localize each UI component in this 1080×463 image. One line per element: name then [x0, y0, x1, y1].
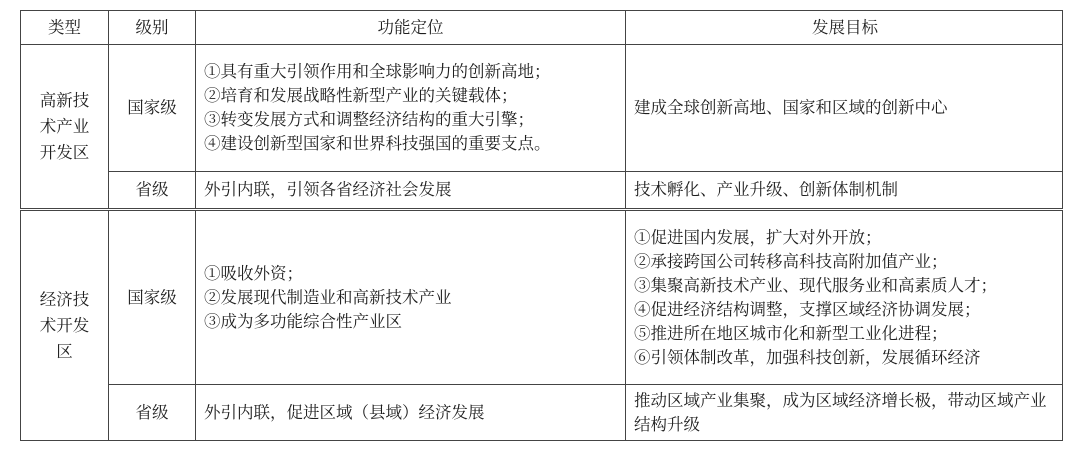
- goal-line: 技术孵化、产业升级、创新体制机制: [634, 180, 898, 199]
- goal-line: ①促进国内发展，扩大对外开放；: [634, 227, 882, 247]
- function-cell: [196, 385, 626, 441]
- level-cell: 国家级: [109, 210, 196, 385]
- function-line: ②培育和发展战略性新型产业的关键载体；: [204, 86, 518, 105]
- function-line: 外引内联，促进区域（县域）经济发展: [204, 402, 485, 422]
- zones-table-container: [20, 10, 1063, 441]
- goal-line: 建成全球创新高地、国家和区域的创新中心: [634, 98, 948, 117]
- type-label: 高新技术产业开发区: [39, 90, 90, 162]
- development-zones-table: [20, 10, 1063, 441]
- goal-cell: [626, 45, 1063, 172]
- header-row: [21, 11, 1063, 45]
- header-function: 功能定位: [196, 11, 626, 45]
- function-line: ③成为多功能综合性产业区: [204, 311, 402, 331]
- function-line: ①吸收外资；: [204, 263, 303, 283]
- table-row: [21, 210, 1063, 385]
- goal-line: 推动区域产业集聚，成为区域经济增长极，带动区域产业结构升级: [634, 390, 1047, 434]
- header-goal: 发展目标: [626, 11, 1063, 45]
- goal-cell: [626, 385, 1063, 441]
- goal-line: ③集聚高新技术产业、现代服务业和高素质人才；: [634, 275, 997, 295]
- goal-line: ⑤推进所在地区城市化和新型工业化进程；: [634, 323, 948, 343]
- type-cell-hightech: [21, 45, 109, 210]
- goal-line: ⑥引领体制改革，加强科技创新，发展循环经济: [634, 347, 981, 367]
- goal-line: ②承接跨国公司转移高科技高附加值产业；: [634, 251, 948, 271]
- table-row: [21, 45, 1063, 172]
- goal-cell: [626, 172, 1063, 210]
- function-line: ③转变发展方式和调整经济结构的重大引擎；: [204, 110, 534, 129]
- level-cell: 国家级: [109, 45, 196, 172]
- type-label: 经济技术开发区: [39, 289, 90, 361]
- type-cell-economic: [21, 210, 109, 441]
- function-line: ②发展现代制造业和高新技术产业: [204, 287, 452, 307]
- function-cell: [196, 172, 626, 210]
- goal-cell: [626, 210, 1063, 385]
- goal-line: ④促进经济结构调整，支撑区域经济协调发展；: [634, 299, 981, 319]
- level-cell: 省级: [109, 385, 196, 441]
- table-row: [21, 385, 1063, 441]
- function-cell: [196, 210, 626, 385]
- table-row: [21, 172, 1063, 210]
- function-line: ①具有重大引领作用和全球影响力的创新高地；: [204, 62, 551, 81]
- header-level: 级别: [109, 11, 196, 45]
- function-line: ④建设创新型国家和世界科技强国的重要支点。: [204, 134, 551, 153]
- header-type: 类型: [21, 11, 109, 45]
- function-cell: [196, 45, 626, 172]
- function-line: 外引内联，引领各省经济社会发展: [204, 180, 452, 199]
- level-cell: 省级: [109, 172, 196, 210]
